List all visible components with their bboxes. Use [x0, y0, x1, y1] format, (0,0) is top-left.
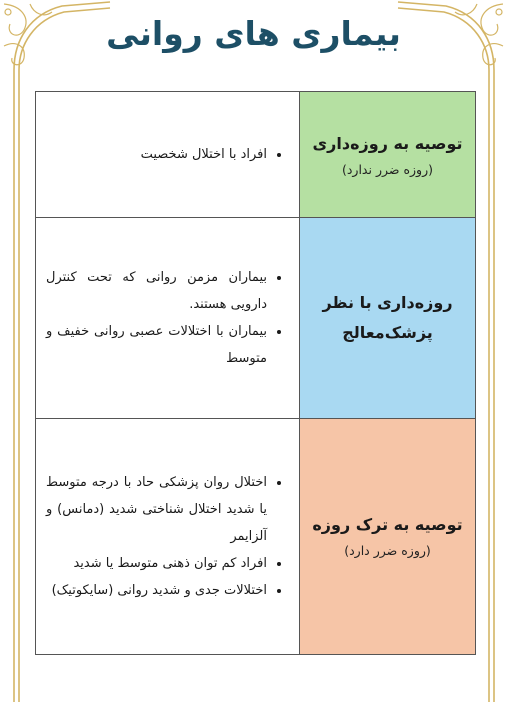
description-cell [36, 418, 300, 654]
description-cell [36, 218, 300, 418]
page-title: بیماری های روانی [106, 14, 401, 53]
list-item: • اختلالات جدی و شدید روانی (سایکوتیک) [46, 577, 267, 604]
fasting-guidance-table [35, 91, 476, 655]
table-row [36, 218, 476, 418]
list-item: • بیماران با اختلالات عصبی روانی خفیف و متوسط [46, 318, 267, 372]
bullet-list [46, 264, 285, 372]
category-cell [300, 92, 476, 218]
description-cell [36, 92, 300, 218]
category-title: روزه‌داری با نظر پزشک‌معالج [322, 292, 453, 342]
bullet-list [46, 141, 285, 168]
table-row [36, 418, 476, 654]
category-title: توصیه به روزه‌داری [312, 133, 463, 153]
category-title: توصیه به ترک روزه [312, 515, 463, 535]
list-item: • افراد کم توان ذهنی متوسط یا شدید [46, 550, 267, 577]
list-item: • افراد با اختلال شخصیت [46, 141, 267, 168]
table-row [36, 92, 476, 218]
list-item: • اختلال روان پزشکی حاد با درجه متوسط یا شدید اختلال شناختی شدید (دمانس) و آلزایمر [46, 469, 267, 550]
category-subtitle: (روزه ضرر دارد) [344, 543, 431, 559]
list-item: • بیماران مزمن روانی که تحت کنترل دارویی هستند. [46, 264, 267, 318]
category-subtitle: (روزه ضرر ندارد) [341, 161, 434, 177]
category-cell [300, 218, 476, 418]
category-cell [300, 418, 476, 654]
bullet-list [46, 469, 285, 604]
